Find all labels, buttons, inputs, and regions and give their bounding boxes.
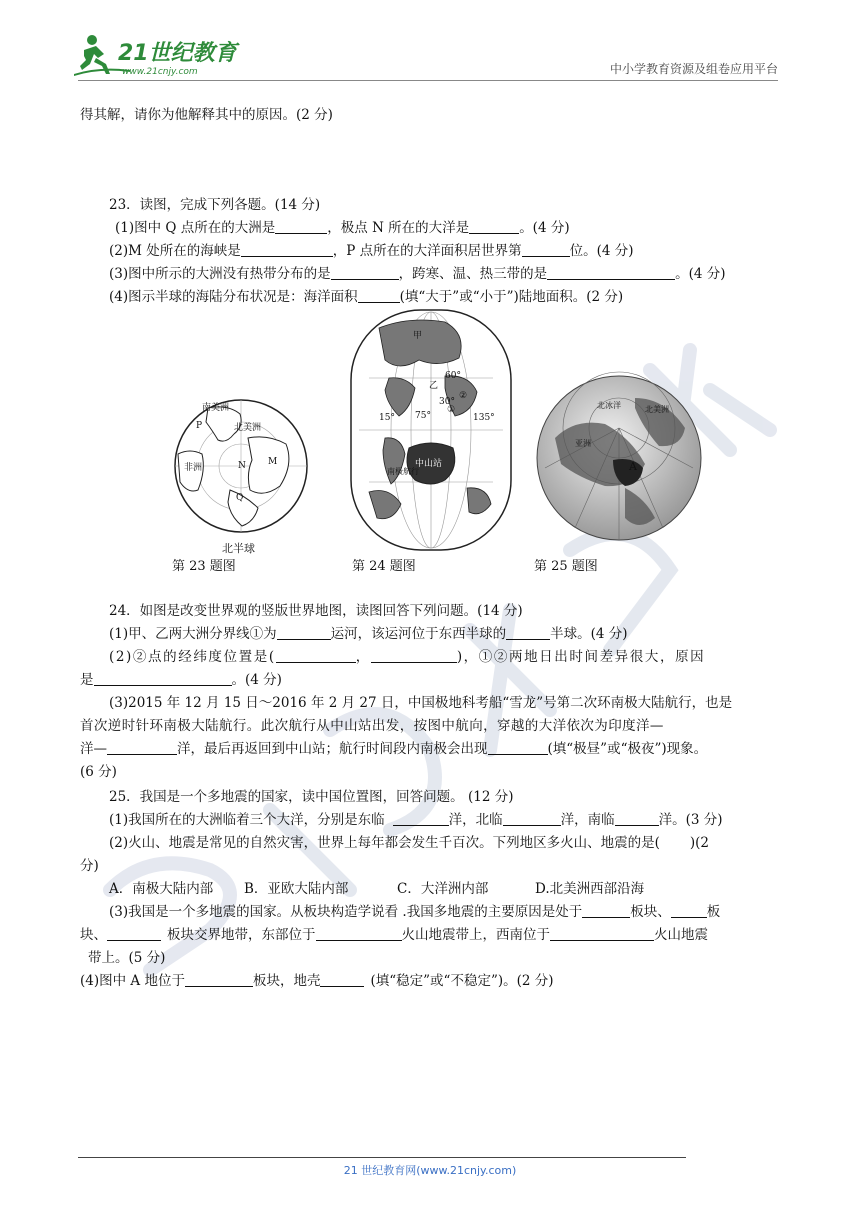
question-24-3-line2: 首次逆时针环南极大陆航行。此次航行从中山站出发，按图中航向，穿越的大洋依次为印度洋—	[80, 718, 664, 734]
answer-blank[interactable]	[671, 903, 707, 918]
map-label: 135°	[473, 413, 495, 423]
question-24-3-line4: (6 分)	[80, 764, 117, 780]
option-d[interactable]: D.北美洲西部沿海	[535, 881, 645, 897]
question-23-3: (3)图中所示的大洲没有热带分布的是 ，跨寒、温、热三带的是 。(4 分)	[109, 266, 726, 282]
question-25-3-line1: (3)我国是一个多地震的国家。从板块构造学说看 .我国多地震的主要原因是处于 板块、 板	[109, 904, 721, 920]
answer-blank[interactable]	[371, 648, 457, 663]
question-23-4: (4)图示半球的海陆分布状况是：海洋面积 (填“大于”或“小于”)陆地面积。(2 分)	[109, 289, 624, 305]
question-24-3-line1: (3)2015 年 12 月 15 日～2016 年 2 月 27 日，中国极地科考船“雪龙”号第二次环南极大陆航行，也是	[109, 695, 733, 711]
answer-blank[interactable]	[488, 740, 548, 755]
figure-title: 北半球	[222, 542, 255, 555]
site-logo	[70, 30, 240, 80]
question-25-3-line3: 带上。(5 分)	[88, 950, 166, 966]
question-23-heading: 23．读图，完成下列各题。(14 分)	[109, 197, 321, 213]
map-label: ①	[447, 405, 456, 415]
map-label: 60°	[445, 371, 461, 381]
map-label: 南美洲	[202, 403, 230, 413]
answer-blank[interactable]	[547, 265, 675, 280]
map-label: 甲	[413, 331, 423, 341]
map-label: 中山站	[415, 459, 443, 469]
answer-blank[interactable]	[241, 242, 333, 257]
map-label: ②	[459, 391, 468, 401]
continued-text: 得其解，请你为他解释其中的原因。(2 分)	[80, 107, 333, 123]
figure-24-map	[349, 308, 513, 552]
map-label: 北美洲	[645, 405, 669, 414]
answer-blank[interactable]	[107, 740, 177, 755]
answer-blank[interactable]	[550, 926, 654, 941]
question-24-2-cont: 是 。(4 分)	[80, 672, 282, 688]
figure-25-caption: 第 25 题图	[534, 559, 598, 574]
answer-blank[interactable]	[582, 903, 630, 918]
question-25-3-line2: 块、 板块交界地带，东部位于 火山地震带上，西南位于 火山地震	[80, 927, 708, 943]
map-label: Q	[236, 493, 244, 503]
question-23-2: (2)M 处所在的海峡是 ，P 点所在的大洋面积居世界第 位。(4 分)	[109, 243, 634, 259]
answer-blank[interactable]	[615, 811, 659, 826]
answer-blank[interactable]	[506, 625, 550, 640]
map-label: 北美洲	[234, 423, 262, 433]
map-label: 北冰洋	[597, 401, 621, 410]
map-label: 75°	[415, 411, 431, 421]
question-24-1: (1)甲、乙两大洲分界线①为 运河，该运河位于东西半球的 半球。(4 分)	[109, 626, 628, 642]
answer-blank[interactable]	[94, 671, 232, 686]
question-24-3-line3: 洋— 洋，最后再返回到中山站；航行时间段内南极会出现 (填“极昼”或“极夜”)现象。	[80, 741, 708, 757]
question-24-2: (2)②点的经纬度位置是( ， )，①②两地日出时间差异很大，原因	[109, 649, 706, 665]
answer-blank[interactable]	[316, 926, 402, 941]
answer-blank[interactable]	[275, 219, 327, 234]
svg-text:21世纪教育: 21世纪教育	[118, 41, 237, 66]
map-label: 南极航行	[387, 467, 419, 476]
answer-blank[interactable]	[185, 972, 253, 987]
answer-blank[interactable]	[393, 811, 449, 826]
answer-blank[interactable]	[320, 972, 364, 987]
figure-23-map	[168, 394, 314, 556]
option-b[interactable]: B．亚欧大陆内部	[244, 881, 349, 897]
option-c[interactable]: C．大洋洲内部	[397, 881, 489, 897]
option-a[interactable]: A．南极大陆内部	[109, 881, 214, 897]
footer-link[interactable]: 21 世纪教育网(www.21cnjy.com)	[343, 1164, 517, 1177]
answer-blank[interactable]	[358, 288, 400, 303]
map-label: 亚洲	[575, 439, 591, 448]
question-25-2: (2)火山、地震是常见的自然灾害，世界上每年都会发生千百次。下列地区多火山、地震的是( )(2	[109, 835, 710, 851]
map-label: A	[629, 460, 637, 473]
map-label: M	[268, 457, 278, 467]
question-25-2-cont: 分)	[80, 858, 99, 874]
question-25-1: (1)我国所在的大洲临着三个大洋，分别是东临 洋，北临 洋，南临 洋。(3 分)	[109, 812, 723, 828]
question-25-heading: 25．我国是一个多地震的国家，读中国位置图，回答问题。 (12 分)	[109, 789, 514, 805]
map-label: 15°	[379, 413, 395, 423]
header-divider	[78, 80, 778, 81]
answer-blank[interactable]	[277, 625, 331, 640]
answer-blank[interactable]	[107, 926, 161, 941]
question-24-heading: 24．如图是改变世界观的竖版世界地图，读图回答下列问题。(14 分)	[109, 603, 523, 619]
figure-25-map	[535, 368, 703, 550]
answer-blank[interactable]	[522, 242, 570, 257]
map-label: P	[196, 421, 203, 431]
figure-24-caption: 第 24 题图	[352, 559, 416, 574]
answer-blank[interactable]	[331, 265, 399, 280]
answer-blank[interactable]	[503, 811, 561, 826]
question-25-4: (4)图中 A 地位于 板块，地壳 (填“稳定”或“不稳定”)。(2 分)	[80, 973, 554, 989]
svg-text:www.21cnjy.com: www.21cnjy.com	[122, 67, 198, 77]
map-label: 30°	[439, 397, 455, 407]
map-label: 非洲	[184, 463, 203, 473]
map-label: N	[238, 461, 246, 471]
map-label: 乙	[429, 381, 439, 391]
platform-name: 中小学教育资源及组卷应用平台	[609, 62, 778, 76]
answer-blank[interactable]	[276, 648, 356, 663]
answer-blank[interactable]	[469, 219, 519, 234]
figure-23-caption: 第 23 题图	[172, 559, 236, 574]
footer-divider	[78, 1157, 686, 1158]
question-23-1: (1)图中 Q 点所在的大洲是 ，极点 N 所在的大洋是 。(4 分)	[115, 220, 570, 236]
